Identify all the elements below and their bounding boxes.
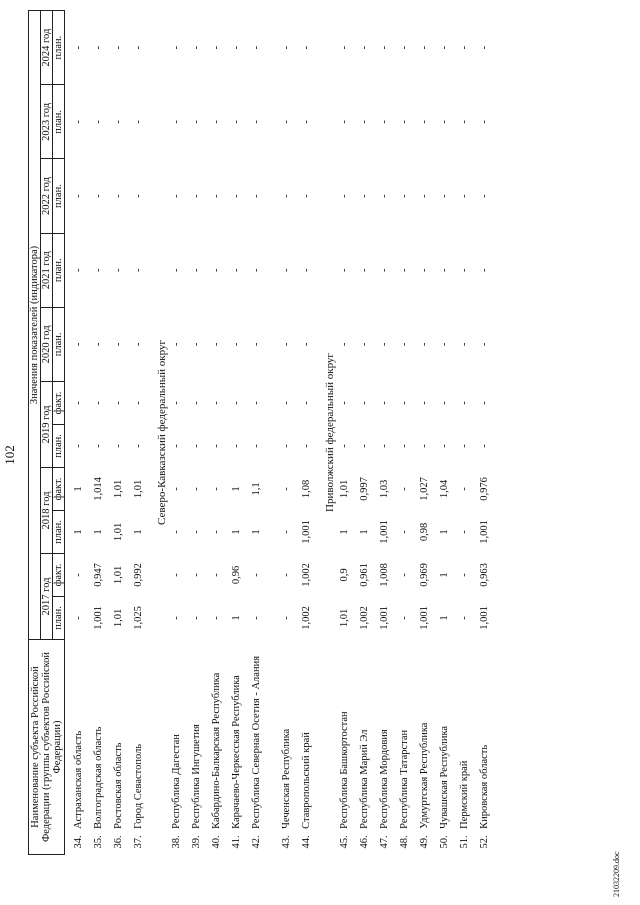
- row-number: 43.: [281, 835, 292, 849]
- value-cell-f19: -: [479, 401, 490, 405]
- value-cell-p17: -: [191, 616, 202, 620]
- table-row: [301, 11, 321, 855]
- value-cell-p20: -: [359, 342, 370, 347]
- value-cell-f17: 0,961: [359, 563, 370, 587]
- value-cell-p21: -: [359, 268, 370, 272]
- region-name: Республика Дагестан: [171, 734, 182, 829]
- value-cell-p24: -: [459, 45, 470, 50]
- value-cell-p22: -: [211, 194, 222, 198]
- value-cell-f18: 1,014: [93, 477, 104, 501]
- value-cell-f18: 0,997: [359, 477, 370, 501]
- district-row: [153, 11, 171, 855]
- value-cell-p22: -: [251, 194, 262, 198]
- value-cell-f19: -: [133, 401, 144, 405]
- fact-2018-header: факт.: [53, 467, 65, 510]
- value-cell-f19: -: [73, 401, 84, 405]
- value-cell-p18: -: [171, 530, 182, 534]
- plan-2018-header: план.: [53, 510, 65, 553]
- year-2018-header: 2018 год: [41, 467, 53, 553]
- region-name: Республика Ингушетия: [191, 724, 202, 829]
- table-row: [113, 11, 133, 855]
- row-number: 45.: [339, 835, 350, 849]
- value-cell-p22: -: [339, 194, 350, 198]
- value-cell-f19: -: [459, 401, 470, 405]
- value-cell-p24: -: [191, 45, 202, 50]
- year-2021-header: 2021 год: [41, 233, 53, 307]
- value-cell-f19: -: [281, 401, 292, 405]
- value-cell-p20: -: [231, 342, 242, 347]
- row-number: 49.: [419, 835, 430, 849]
- value-cell-p23: -: [231, 120, 242, 124]
- value-cell-p18: 1,001: [479, 520, 490, 544]
- value-cell-p21: -: [339, 268, 350, 272]
- value-cell-p22: -: [419, 194, 430, 198]
- value-cell-p24: -: [211, 45, 222, 50]
- value-cell-p18: 1: [439, 529, 450, 535]
- row-number: 37.: [133, 835, 144, 849]
- value-cell-p21: -: [133, 268, 144, 272]
- value-cell-p20: -: [419, 342, 430, 347]
- plan-2023-header: план.: [53, 85, 65, 159]
- value-cell-f17: 0,963: [479, 563, 490, 587]
- value-cell-f17: 1,008: [379, 563, 390, 587]
- row-number: 39.: [191, 835, 202, 849]
- value-cell-p19: -: [281, 444, 292, 448]
- value-cell-p22: -: [359, 194, 370, 198]
- value-cell-p22: -: [93, 194, 104, 198]
- value-cell-f19: -: [439, 401, 450, 405]
- value-cell-p24: -: [231, 45, 242, 50]
- value-cell-p21: -: [113, 268, 124, 272]
- value-cell-f19: -: [113, 401, 124, 405]
- region-name: Республика Башкортостан: [339, 711, 350, 829]
- value-cell-p20: -: [211, 342, 222, 347]
- row-number: 51.: [459, 835, 470, 849]
- value-cell-f18: -: [171, 487, 182, 491]
- value-cell-p22: -: [379, 194, 390, 198]
- plan-2017-header: план.: [53, 596, 65, 639]
- row-number: 36.: [113, 835, 124, 849]
- value-cell-f17: -: [399, 573, 410, 577]
- value-cell-p21: -: [93, 268, 104, 272]
- region-name: Город Севастополь: [133, 743, 144, 829]
- value-cell-p19: -: [251, 444, 262, 448]
- value-cell-p18: 1: [339, 529, 350, 535]
- table-row: [439, 11, 459, 855]
- value-cell-p17: -: [171, 616, 182, 620]
- value-cell-p22: -: [399, 194, 410, 198]
- region-name: Астраханская область: [73, 730, 84, 829]
- year-2024-header: 2024 год: [41, 11, 53, 85]
- table-header: [29, 11, 65, 855]
- table-row: [211, 11, 231, 855]
- value-cell-p23: -: [459, 120, 470, 124]
- value-cell-p19: -: [399, 444, 410, 448]
- value-cell-p18: 1: [251, 529, 262, 535]
- region-name: Ростовская область: [113, 742, 124, 829]
- value-cell-p22: -: [171, 194, 182, 198]
- value-cell-p19: -: [171, 444, 182, 448]
- value-cell-f19: -: [93, 401, 104, 405]
- value-cell-f18: 1: [73, 486, 84, 492]
- value-cell-p19: -: [93, 444, 104, 448]
- value-cell-p24: -: [359, 45, 370, 50]
- spacer-row: [65, 11, 74, 855]
- region-name: Ставропольский край: [301, 732, 312, 829]
- value-cell-f17: -: [73, 573, 84, 577]
- value-cell-p24: -: [133, 45, 144, 50]
- value-cell-p20: -: [113, 342, 124, 347]
- value-cell-p19: -: [479, 444, 490, 448]
- value-cell-f18: 1: [231, 486, 242, 492]
- value-cell-p21: -: [399, 268, 410, 272]
- value-cell-p19: -: [231, 444, 242, 448]
- value-cell-p24: -: [379, 45, 390, 50]
- plan-2020-header: план.: [53, 307, 65, 381]
- value-cell-f17: 0,992: [133, 563, 144, 587]
- value-cell-f17: 1,002: [301, 563, 312, 587]
- row-number: 42.: [251, 835, 262, 849]
- value-cell-p22: -: [231, 194, 242, 198]
- value-cell-f18: -: [191, 487, 202, 491]
- value-cell-p24: -: [439, 45, 450, 50]
- value-cell-p17: 1: [231, 615, 242, 621]
- row-number: 52.: [479, 835, 490, 849]
- table-row: [73, 11, 93, 855]
- plan-2019-header: план.: [53, 424, 65, 467]
- value-cell-f19: -: [191, 401, 202, 405]
- value-cell-p20: -: [479, 342, 490, 347]
- value-cell-p23: -: [281, 120, 292, 124]
- value-cell-p18: 1: [133, 529, 144, 535]
- table-row: [133, 11, 153, 855]
- value-cell-f18: 1,04: [439, 479, 450, 499]
- value-cell-p21: -: [73, 268, 84, 272]
- value-cell-p17: 1,025: [133, 606, 144, 630]
- value-cell-p23: -: [399, 120, 410, 124]
- region-column-header: Наименование субъекта Российской Федерации (группы субъектов Российской Федерации): [29, 639, 65, 854]
- year-2023-header: 2023 год: [41, 85, 53, 159]
- value-cell-p24: -: [399, 45, 410, 50]
- value-cell-p21: -: [251, 268, 262, 272]
- region-name: Чувашская Республика: [439, 725, 450, 829]
- row-number: 41.: [231, 835, 242, 849]
- value-cell-p21: -: [211, 268, 222, 272]
- fact-2019-header: факт.: [53, 381, 65, 424]
- value-cell-p19: -: [359, 444, 370, 448]
- value-cell-f17: 0,96: [231, 565, 242, 585]
- value-cell-p19: -: [439, 444, 450, 448]
- table-row: [93, 11, 113, 855]
- value-cell-p23: -: [133, 120, 144, 124]
- value-cell-p22: -: [439, 194, 450, 198]
- value-cell-p23: -: [339, 120, 350, 124]
- value-cell-p23: -: [171, 120, 182, 124]
- value-cell-p18: -: [399, 530, 410, 534]
- fact-2017-header: факт.: [53, 553, 65, 596]
- value-cell-p20: -: [73, 342, 84, 347]
- value-cell-f19: -: [379, 401, 390, 405]
- table-body: [65, 11, 500, 855]
- value-cell-p18: -: [211, 530, 222, 534]
- region-name: Волгоградская область: [93, 726, 104, 829]
- value-cell-f17: 0,947: [93, 563, 104, 587]
- region-name: Республика Северная Осетия - Алания: [251, 655, 262, 829]
- value-cell-p23: -: [251, 120, 262, 124]
- row-number: 47.: [379, 835, 390, 849]
- value-cell-p20: -: [301, 342, 312, 347]
- value-cell-p20: -: [93, 342, 104, 347]
- value-cell-p23: -: [359, 120, 370, 124]
- value-cell-p21: -: [439, 268, 450, 272]
- value-cell-f19: -: [251, 401, 262, 405]
- table-row: [191, 11, 211, 855]
- value-cell-p19: -: [379, 444, 390, 448]
- value-cell-p18: -: [459, 530, 470, 534]
- value-cell-p24: -: [479, 45, 490, 50]
- plan-2024-header: план.: [53, 11, 65, 85]
- value-cell-p24: -: [251, 45, 262, 50]
- value-cell-p22: -: [191, 194, 202, 198]
- value-cell-f19: -: [419, 401, 430, 405]
- value-cell-p19: -: [73, 444, 84, 448]
- value-cell-p23: -: [439, 120, 450, 124]
- value-cell-p18: 1: [93, 529, 104, 535]
- value-cell-f17: -: [251, 573, 262, 577]
- value-cell-p24: -: [113, 45, 124, 50]
- value-cell-f19: -: [231, 401, 242, 405]
- value-cell-p24: -: [171, 45, 182, 50]
- page-number: 102: [2, 445, 17, 465]
- region-name: Пермский край: [459, 760, 470, 829]
- value-cell-p23: -: [379, 120, 390, 124]
- value-cell-f18: 1,01: [133, 479, 144, 499]
- value-cell-p18: -: [191, 530, 202, 534]
- district-row: [321, 11, 339, 855]
- value-cell-p23: -: [93, 120, 104, 124]
- value-cell-p17: 1,001: [419, 606, 430, 630]
- value-cell-p19: -: [419, 444, 430, 448]
- value-cell-p17: 1,001: [379, 606, 390, 630]
- values-header: Значения показателей (индикатора): [29, 11, 41, 640]
- region-name: Удмуртская Республика: [419, 722, 430, 829]
- value-cell-p20: -: [251, 342, 262, 347]
- value-cell-p24: -: [419, 45, 430, 50]
- value-cell-p20: -: [379, 342, 390, 347]
- row-number: 48.: [399, 835, 410, 849]
- value-cell-p18: -: [281, 530, 292, 534]
- value-cell-f19: -: [301, 401, 312, 405]
- value-cell-p17: 1: [439, 615, 450, 621]
- value-cell-p18: 1,01: [113, 522, 124, 542]
- table-row: [171, 11, 191, 855]
- value-cell-p17: -: [281, 616, 292, 620]
- row-number: 34.: [73, 835, 84, 849]
- indicator-table: [28, 10, 499, 855]
- table-row: [379, 11, 399, 855]
- value-cell-p17: 1,001: [479, 606, 490, 630]
- region-name: Республика Марий Эл: [359, 729, 370, 829]
- value-cell-p19: -: [459, 444, 470, 448]
- value-cell-p21: -: [171, 268, 182, 272]
- value-cell-p22: -: [459, 194, 470, 198]
- value-cell-f18: -: [211, 487, 222, 491]
- region-name: Республика Мордовия: [379, 729, 390, 829]
- value-cell-p17: 1,01: [113, 608, 124, 628]
- value-cell-p18: 1: [359, 529, 370, 535]
- value-cell-p20: -: [133, 342, 144, 347]
- value-cell-p19: -: [113, 444, 124, 448]
- plan-2021-header: план.: [53, 233, 65, 307]
- value-cell-p17: -: [459, 616, 470, 620]
- value-cell-p21: -: [301, 268, 312, 272]
- region-name: Кировская область: [479, 744, 490, 829]
- value-cell-p18: 1,001: [379, 520, 390, 544]
- region-name: Карачаево-Черкесская Республика: [231, 675, 242, 829]
- value-cell-f17: -: [281, 573, 292, 577]
- value-cell-p21: -: [479, 268, 490, 272]
- year-2020-header: 2020 год: [41, 307, 53, 381]
- value-cell-p21: -: [379, 268, 390, 272]
- row-number: 46.: [359, 835, 370, 849]
- value-cell-p17: 1,002: [301, 606, 312, 630]
- value-cell-p20: -: [339, 342, 350, 347]
- year-2022-header: 2022 год: [41, 159, 53, 233]
- row-number: 50.: [439, 835, 450, 849]
- value-cell-p20: -: [399, 342, 410, 347]
- value-cell-f17: 0,969: [419, 563, 430, 587]
- value-cell-p21: -: [231, 268, 242, 272]
- value-cell-p19: -: [339, 444, 350, 448]
- table-row: [359, 11, 379, 855]
- value-cell-p20: -: [459, 342, 470, 347]
- year-2017-header: 2017 год: [41, 553, 53, 639]
- table-row: [459, 11, 479, 855]
- value-cell-f19: -: [339, 401, 350, 405]
- value-cell-p23: -: [211, 120, 222, 124]
- row-number: 44.: [301, 835, 312, 849]
- value-cell-p22: -: [73, 194, 84, 198]
- value-cell-p22: -: [281, 194, 292, 198]
- value-cell-f17: -: [171, 573, 182, 577]
- region-name: Республика Татарстан: [399, 729, 410, 829]
- district-north-caucasus: Северо-Кавказский федеральный округ: [155, 340, 168, 525]
- value-cell-p17: -: [251, 616, 262, 620]
- value-cell-f18: -: [459, 487, 470, 491]
- spacer-cell: [65, 11, 74, 855]
- plan-2022-header: план.: [53, 159, 65, 233]
- table-row: [231, 11, 251, 855]
- value-cell-p23: -: [479, 120, 490, 124]
- value-cell-p17: 1,001: [93, 606, 104, 630]
- value-cell-p19: -: [301, 444, 312, 448]
- value-cell-f18: 0,976: [479, 477, 490, 501]
- value-cell-p23: -: [191, 120, 202, 124]
- value-cell-p17: 1,01: [339, 608, 350, 628]
- year-2019-header: 2019 год: [41, 381, 53, 467]
- table-row: [399, 11, 419, 855]
- value-cell-p17: -: [73, 616, 84, 620]
- table-row: [419, 11, 439, 855]
- value-cell-f19: -: [399, 401, 410, 405]
- value-cell-f18: 1,1: [251, 482, 262, 496]
- value-cell-p17: -: [399, 616, 410, 620]
- value-cell-p21: -: [281, 268, 292, 272]
- value-cell-p20: -: [281, 342, 292, 347]
- value-cell-f17: 0,9: [339, 568, 350, 582]
- value-cell-p18: 1: [231, 529, 242, 535]
- table-row: [281, 11, 301, 855]
- value-cell-p19: -: [211, 444, 222, 448]
- table-row: [339, 11, 359, 855]
- value-cell-f19: -: [211, 401, 222, 405]
- value-cell-p20: -: [439, 342, 450, 347]
- value-cell-p24: -: [301, 45, 312, 50]
- district-volga: Приволжский федеральный округ: [323, 353, 336, 512]
- value-cell-f17: -: [459, 573, 470, 577]
- value-cell-p21: -: [191, 268, 202, 272]
- region-name: Чеченская Республика: [281, 728, 292, 829]
- value-cell-p22: -: [113, 194, 124, 198]
- value-cell-p21: -: [419, 268, 430, 272]
- value-cell-p20: -: [191, 342, 202, 347]
- value-cell-f18: 1,027: [419, 477, 430, 501]
- row-number: 35.: [93, 835, 104, 849]
- value-cell-f17: 1: [439, 572, 450, 578]
- value-cell-f18: 1,03: [379, 479, 390, 499]
- value-cell-f18: -: [281, 487, 292, 491]
- value-cell-f19: -: [359, 401, 370, 405]
- value-cell-p23: -: [419, 120, 430, 124]
- value-cell-p24: -: [339, 45, 350, 50]
- value-cell-f19: -: [171, 401, 182, 405]
- value-cell-p20: -: [171, 342, 182, 347]
- row-number: 40.: [211, 835, 222, 849]
- value-cell-p18: 0,98: [419, 522, 430, 542]
- document-id: 21032209.doc: [612, 851, 621, 897]
- value-cell-p21: -: [459, 268, 470, 272]
- value-cell-p19: -: [133, 444, 144, 448]
- value-cell-f18: -: [399, 487, 410, 491]
- value-cell-f17: -: [211, 573, 222, 577]
- value-cell-p24: -: [93, 45, 104, 50]
- value-cell-p18: 1,001: [301, 520, 312, 544]
- value-cell-p24: -: [73, 45, 84, 50]
- value-cell-p17: 1,002: [359, 606, 370, 630]
- region-name: Кабардино-Балкарская Республика: [211, 672, 222, 829]
- value-cell-f17: 1,01: [113, 565, 124, 585]
- row-number: 38.: [171, 835, 182, 849]
- value-cell-p24: -: [281, 45, 292, 50]
- value-cell-p22: -: [301, 194, 312, 198]
- value-cell-p22: -: [133, 194, 144, 198]
- table-row: [251, 11, 281, 855]
- value-cell-f18: 1,01: [339, 479, 350, 499]
- value-cell-p23: -: [73, 120, 84, 124]
- value-cell-p22: -: [479, 194, 490, 198]
- value-cell-p18: 1: [73, 529, 84, 535]
- value-cell-p23: -: [301, 120, 312, 124]
- value-cell-p23: -: [113, 120, 124, 124]
- value-cell-p19: -: [191, 444, 202, 448]
- value-cell-f17: -: [191, 573, 202, 577]
- value-cell-f18: 1,08: [301, 479, 312, 499]
- value-cell-p17: -: [211, 616, 222, 620]
- table-row: [479, 11, 499, 855]
- value-cell-f18: 1,01: [113, 479, 124, 499]
